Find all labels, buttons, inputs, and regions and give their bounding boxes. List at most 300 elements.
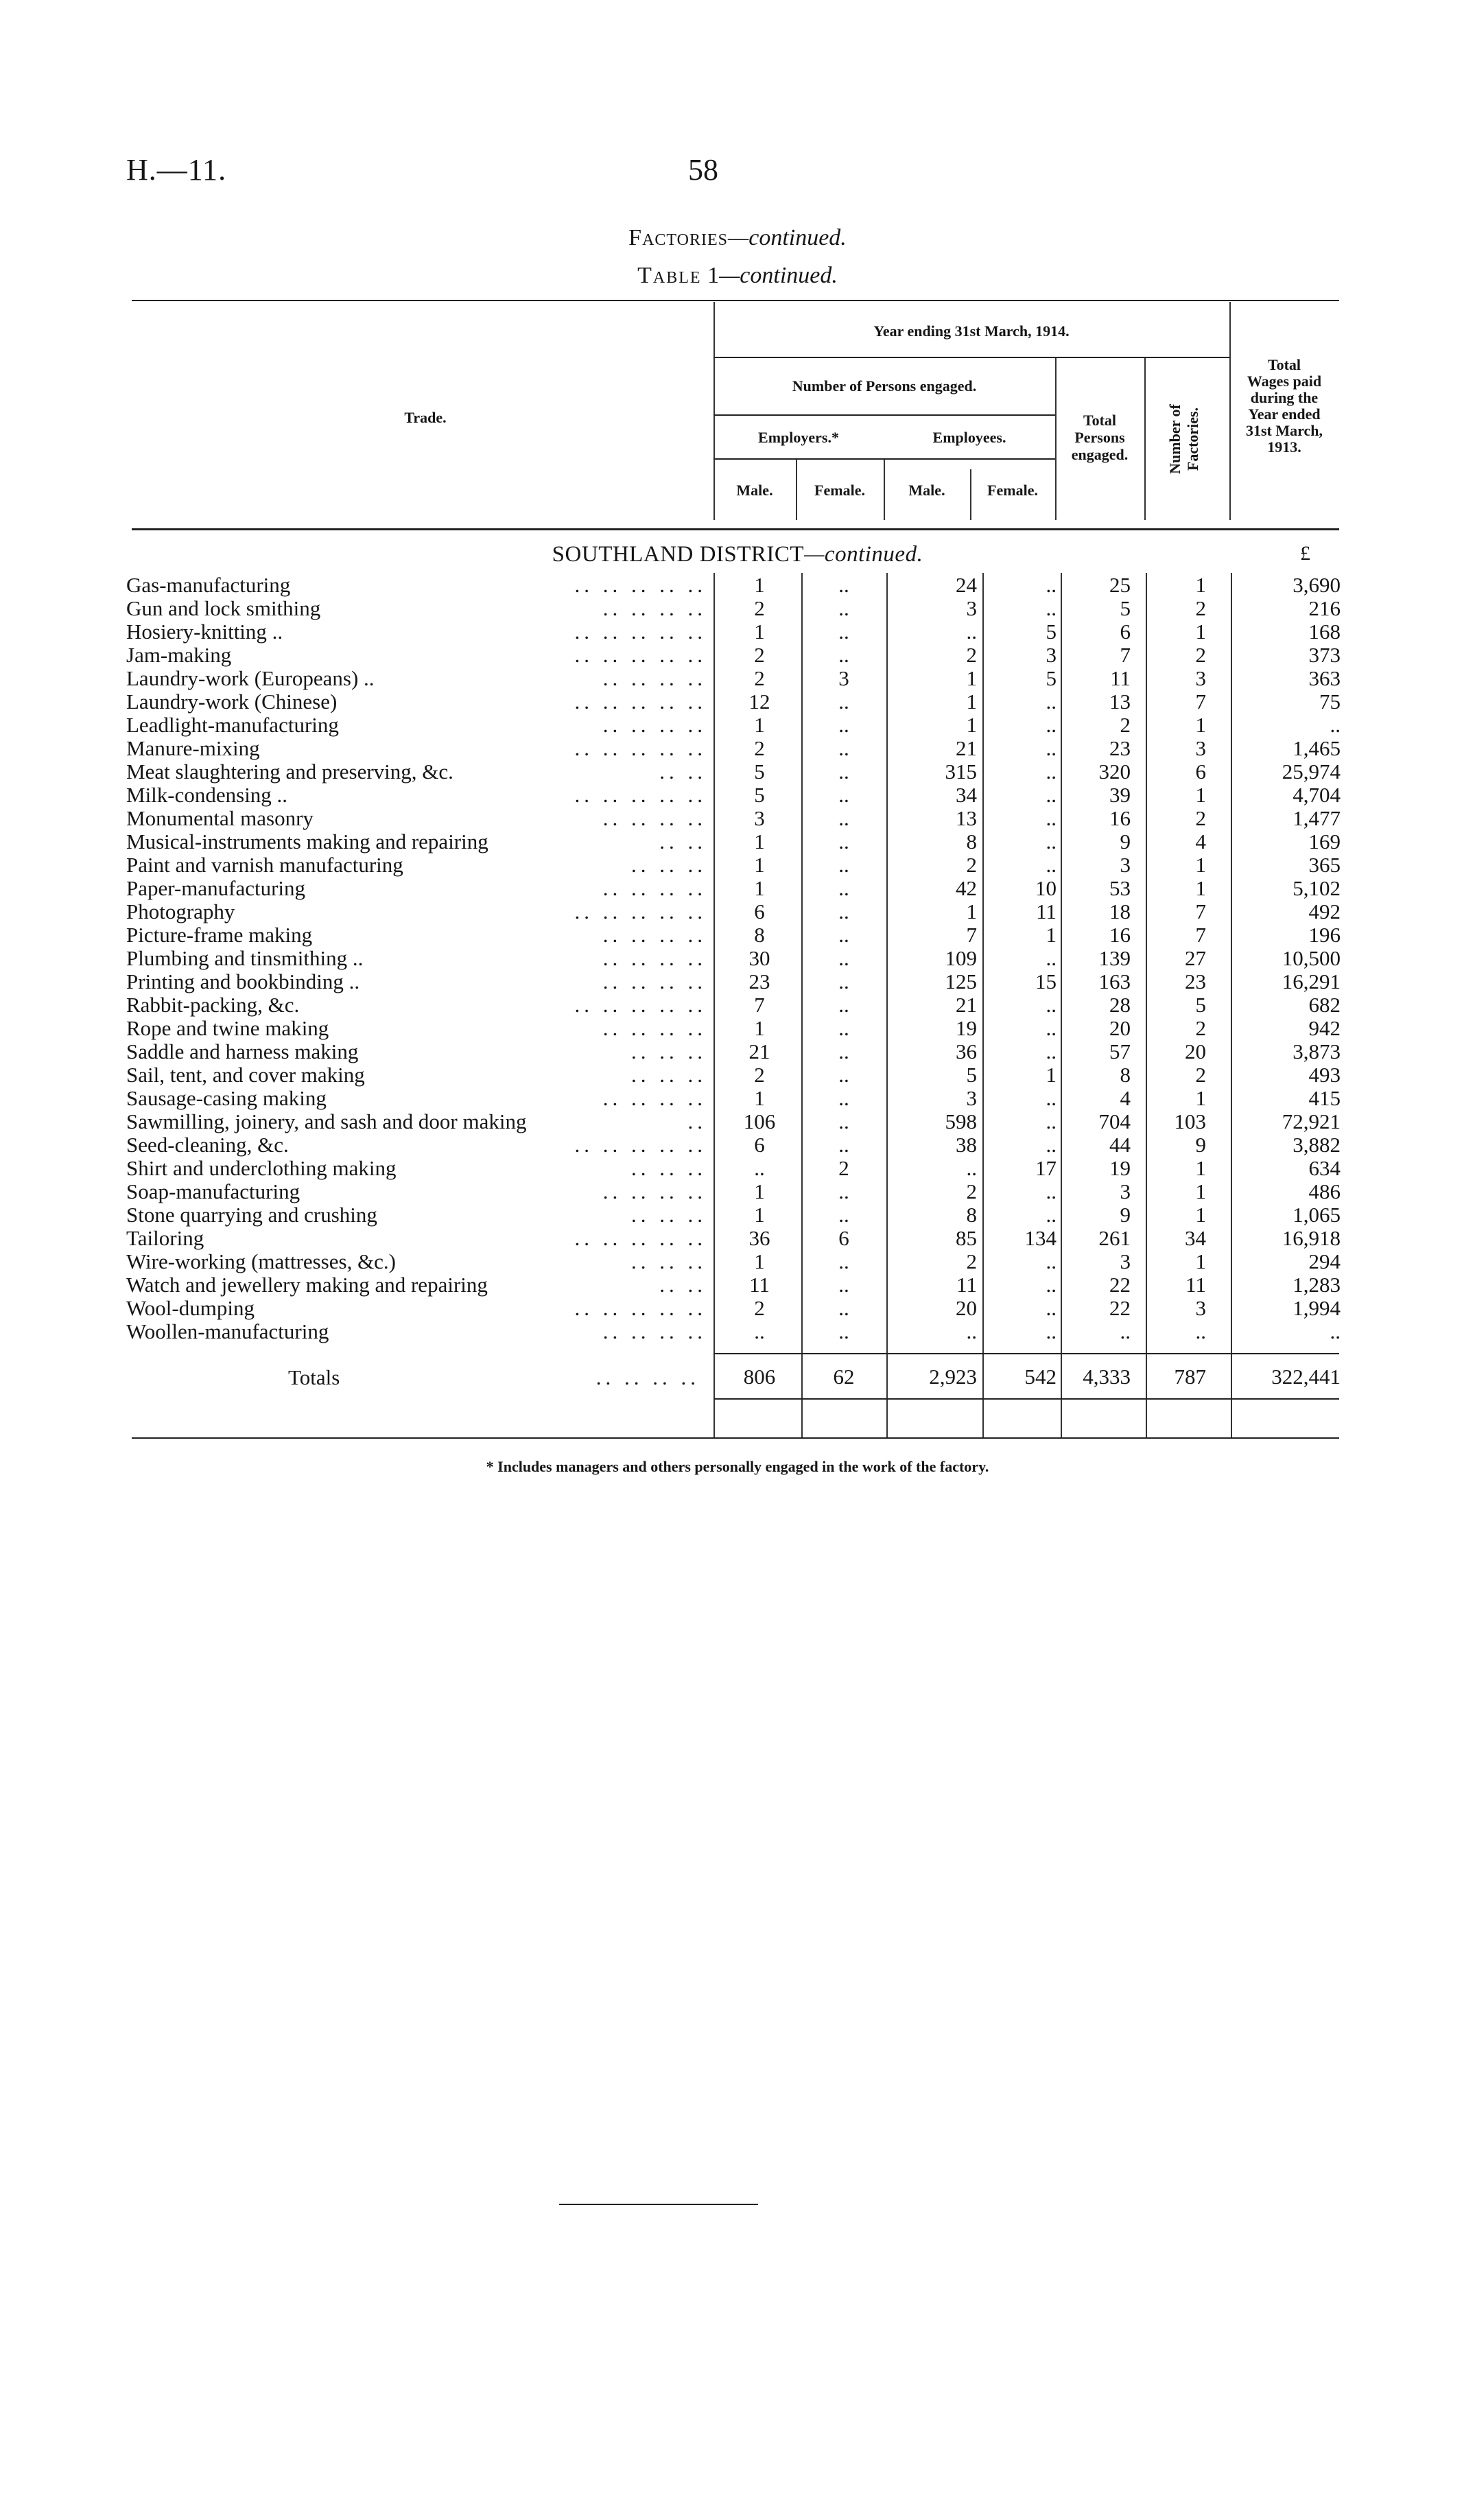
employees-male: 1 bbox=[966, 690, 977, 714]
wages-paid: 373 bbox=[1308, 643, 1341, 667]
employees-female: .. bbox=[1046, 806, 1057, 830]
employers-male: 1 bbox=[754, 1249, 765, 1273]
employees-heading: Employees. bbox=[932, 429, 1006, 446]
trade-name: Picture-frame making bbox=[126, 923, 313, 947]
factories-count: 1 bbox=[1195, 1249, 1206, 1273]
wages-paid: 3,873 bbox=[1293, 1039, 1341, 1063]
employees-male: 20 bbox=[956, 1296, 977, 1320]
trade-name: Watch and jewellery making and repairing bbox=[126, 1273, 488, 1297]
factories-count: 2 bbox=[1195, 806, 1206, 830]
table-title-text: Table bbox=[637, 263, 702, 288]
total-persons: .. bbox=[1120, 1319, 1131, 1343]
factories-count: 4 bbox=[1195, 829, 1206, 853]
employers-male: 1 bbox=[754, 620, 765, 644]
table-row bbox=[0, 1087, 1475, 1110]
trade-name: Gun and lock smithing bbox=[126, 596, 321, 620]
total-persons: 57 bbox=[1109, 1039, 1131, 1063]
employers-male: 1 bbox=[754, 853, 765, 877]
totals-row bbox=[0, 1365, 1475, 1389]
section-title bbox=[0, 225, 1475, 251]
employees-male: 1 bbox=[966, 899, 977, 923]
trade-name: Musical-instruments making and repairing bbox=[126, 829, 488, 853]
employers-male: 21 bbox=[748, 1039, 770, 1063]
table-row bbox=[0, 644, 1475, 667]
factories-count: 7 bbox=[1195, 899, 1206, 923]
totals-bottom-rule bbox=[713, 1398, 1339, 1400]
currency-symbol: £ bbox=[1300, 542, 1310, 565]
total-persons: 6 bbox=[1120, 620, 1131, 644]
factories-count: 1 bbox=[1195, 1156, 1206, 1180]
employees-female: 5 bbox=[1046, 620, 1057, 644]
wages-paid: 3,690 bbox=[1293, 573, 1341, 597]
trade-name: Tailoring bbox=[126, 1226, 204, 1250]
total-persons: 44 bbox=[1109, 1133, 1131, 1157]
total-persons: 8 bbox=[1120, 1063, 1131, 1087]
employees-male: 109 bbox=[945, 946, 977, 970]
trade-name: Printing and bookbinding .. bbox=[126, 969, 360, 993]
total-persons: 320 bbox=[1098, 759, 1131, 784]
employees-male: 11 bbox=[956, 1273, 977, 1297]
table-row bbox=[0, 900, 1475, 923]
table-row bbox=[0, 1063, 1475, 1087]
table-row bbox=[0, 877, 1475, 900]
employers-female: 6 bbox=[838, 1226, 849, 1250]
trade-column-header: Trade. bbox=[404, 409, 447, 426]
employers-female: .. bbox=[838, 713, 849, 737]
wages-paid: 196 bbox=[1308, 923, 1341, 947]
table-row bbox=[0, 1157, 1475, 1180]
table-title-continued: —continued. bbox=[719, 263, 838, 288]
employers-male-header: Male. bbox=[736, 482, 773, 499]
employers-female: .. bbox=[838, 573, 849, 597]
employees-male: 3 bbox=[966, 596, 977, 620]
employers-male: 1 bbox=[754, 1203, 765, 1227]
wages-paid: 72,921 bbox=[1282, 1109, 1341, 1133]
dot-leader: .. .. .. .. bbox=[602, 969, 707, 993]
dot-leader: .. .. .. .. bbox=[602, 596, 707, 620]
employees-female: 10 bbox=[1035, 876, 1057, 900]
wages-paid: 1,465 bbox=[1293, 736, 1341, 760]
employees-female: 3 bbox=[1046, 643, 1057, 667]
wages-paid: 3,882 bbox=[1293, 1133, 1341, 1157]
factories-count: 1 bbox=[1195, 1203, 1206, 1227]
dot-leader: .. .. .. bbox=[631, 1063, 707, 1087]
wages-paid: 415 bbox=[1308, 1086, 1341, 1110]
total-persons: 22 bbox=[1109, 1296, 1131, 1320]
wages-paid: 75 bbox=[1319, 690, 1341, 714]
employers-female: .. bbox=[838, 759, 849, 784]
employees-male: 42 bbox=[956, 876, 977, 900]
employees-male: .. bbox=[966, 620, 977, 644]
total-persons: 16 bbox=[1109, 806, 1131, 830]
employers-male: 2 bbox=[754, 666, 765, 690]
factories-count: 3 bbox=[1195, 1296, 1206, 1320]
dot-leader: .. .. .. bbox=[631, 853, 707, 877]
footnote: * Includes managers and others personally engaged in the work of the factory. bbox=[486, 1458, 989, 1475]
wages-paid: 493 bbox=[1308, 1063, 1341, 1087]
district-heading bbox=[0, 542, 1475, 567]
employees-female: 11 bbox=[1036, 899, 1057, 923]
trade-name: Paint and varnish manufacturing bbox=[126, 853, 403, 877]
totals-total-persons: 4,333 bbox=[1083, 1365, 1131, 1389]
wages-paid: 16,291 bbox=[1282, 969, 1341, 993]
total-persons-header-line: engaged. bbox=[1071, 446, 1129, 463]
table-row bbox=[0, 760, 1475, 784]
total-persons: 53 bbox=[1109, 876, 1131, 900]
employers-male: 5 bbox=[754, 783, 765, 807]
employers-male: 3 bbox=[754, 806, 765, 830]
dot-leader: .. .. .. .. .. bbox=[574, 783, 707, 807]
header-subrule bbox=[713, 414, 1055, 416]
table-row bbox=[0, 1227, 1475, 1250]
totals-employees-female: 542 bbox=[1024, 1365, 1057, 1389]
employees-male: 21 bbox=[956, 993, 977, 1017]
employees-male: 315 bbox=[945, 759, 977, 784]
trade-name: Woollen-manufacturing bbox=[126, 1319, 329, 1343]
employers-male: 1 bbox=[754, 713, 765, 737]
employees-male: 24 bbox=[956, 573, 977, 597]
employers-heading: Employers.* bbox=[758, 429, 839, 446]
factories-count: 9 bbox=[1195, 1133, 1206, 1157]
employers-female: .. bbox=[838, 1039, 849, 1063]
table-row bbox=[0, 1017, 1475, 1040]
wages-paid: 363 bbox=[1308, 666, 1341, 690]
total-persons: 2 bbox=[1120, 713, 1131, 737]
employers-female: 3 bbox=[838, 666, 849, 690]
document-code: H.—11. bbox=[126, 153, 227, 187]
factories-count: 103 bbox=[1174, 1109, 1206, 1133]
total-persons: 20 bbox=[1109, 1016, 1131, 1040]
header-bottom-rule bbox=[132, 528, 1339, 530]
employers-male: 7 bbox=[754, 993, 765, 1017]
employers-female: .. bbox=[838, 1319, 849, 1343]
dot-leader: .. .. .. .. .. bbox=[574, 690, 707, 714]
totals-factories: 787 bbox=[1174, 1365, 1206, 1389]
trade-name: Leadlight-manufacturing bbox=[126, 713, 339, 737]
trade-name: Seed-cleaning, &c. bbox=[126, 1133, 289, 1157]
employees-male: 598 bbox=[945, 1109, 977, 1133]
trade-name: Laundry-work (Europeans) .. bbox=[126, 666, 375, 690]
employers-female: .. bbox=[838, 596, 849, 620]
employees-female: .. bbox=[1046, 829, 1057, 853]
dot-leader: .. .. .. .. bbox=[602, 876, 707, 900]
table-number: 1 bbox=[707, 263, 720, 288]
dot-leader: .. .. bbox=[659, 759, 707, 784]
total-persons: 11 bbox=[1110, 666, 1131, 690]
employees-female: 1 bbox=[1046, 923, 1057, 947]
factories-count: 1 bbox=[1195, 573, 1206, 597]
total-persons: 3 bbox=[1120, 1179, 1131, 1203]
trade-name: Gas-manufacturing bbox=[126, 573, 291, 597]
table-row bbox=[0, 667, 1475, 690]
dot-leader: .. .. .. .. .. bbox=[574, 643, 707, 667]
employers-female: .. bbox=[838, 969, 849, 993]
dot-leader: .. .. .. bbox=[631, 1203, 707, 1227]
dot-leader: .. bbox=[687, 1109, 707, 1133]
trade-name: Meat slaughtering and preserving, &c. bbox=[126, 759, 453, 784]
table-row bbox=[0, 1273, 1475, 1297]
trade-name: Wire-working (mattresses, &c.) bbox=[126, 1249, 397, 1273]
employers-female: .. bbox=[838, 690, 849, 714]
employees-male: 13 bbox=[956, 806, 977, 830]
employees-male: 125 bbox=[945, 969, 977, 993]
total-persons: 5 bbox=[1120, 596, 1131, 620]
wages-header-line: 31st March, bbox=[1245, 422, 1323, 439]
trade-name: Stone quarrying and crushing bbox=[126, 1203, 377, 1227]
table-row bbox=[0, 1040, 1475, 1063]
employers-female: .. bbox=[838, 643, 849, 667]
total-persons: 18 bbox=[1109, 899, 1131, 923]
table-row bbox=[0, 970, 1475, 993]
employers-female: .. bbox=[838, 1203, 849, 1227]
employers-male: 30 bbox=[748, 946, 770, 970]
totals-top-rule bbox=[713, 1353, 1339, 1354]
total-persons: 22 bbox=[1109, 1273, 1131, 1297]
factories-count: 20 bbox=[1185, 1039, 1206, 1063]
employees-male: 2 bbox=[966, 1249, 977, 1273]
table-bottom-rule bbox=[132, 1437, 1339, 1439]
employers-male: 36 bbox=[748, 1226, 770, 1250]
header-divider bbox=[1144, 357, 1146, 520]
wages-paid: 365 bbox=[1308, 853, 1341, 877]
employees-male: 2 bbox=[966, 1179, 977, 1203]
page-number: 58 bbox=[688, 153, 718, 187]
trade-name: Soap-manufacturing bbox=[126, 1179, 300, 1203]
table-row bbox=[0, 574, 1475, 597]
wages-paid: 294 bbox=[1308, 1249, 1341, 1273]
trade-name: Paper-manufacturing bbox=[126, 876, 306, 900]
employees-male: 8 bbox=[966, 829, 977, 853]
wages-paid: 492 bbox=[1308, 899, 1341, 923]
wages-paid: 25,974 bbox=[1282, 759, 1341, 784]
employees-female: 17 bbox=[1035, 1156, 1057, 1180]
trade-name: Manure-mixing bbox=[126, 736, 260, 760]
factories-count: 3 bbox=[1195, 736, 1206, 760]
employers-female-header: Female. bbox=[814, 482, 865, 499]
totals-employees-male: 2,923 bbox=[929, 1365, 977, 1389]
table-row bbox=[0, 597, 1475, 620]
table-row bbox=[0, 690, 1475, 714]
factories-count: .. bbox=[1195, 1319, 1206, 1343]
total-persons: 3 bbox=[1120, 1249, 1131, 1273]
wages-paid: 942 bbox=[1308, 1016, 1341, 1040]
table-title bbox=[0, 263, 1475, 289]
factories-count: 1 bbox=[1195, 713, 1206, 737]
factories-count: 5 bbox=[1195, 993, 1206, 1017]
employees-female: 15 bbox=[1035, 969, 1057, 993]
year-heading: Year ending 31st March, 1914. bbox=[873, 322, 1070, 340]
employers-female: .. bbox=[838, 853, 849, 877]
totals-employers-female: 62 bbox=[833, 1365, 855, 1389]
totals-wages: 322,441 bbox=[1271, 1365, 1341, 1389]
dot-leader: .. .. .. .. .. bbox=[574, 1226, 707, 1250]
total-persons: 19 bbox=[1109, 1156, 1131, 1180]
total-persons: 704 bbox=[1098, 1109, 1131, 1133]
factories-count: 23 bbox=[1185, 969, 1206, 993]
wages-header-line: Wages paid bbox=[1247, 373, 1322, 390]
employees-male: 1 bbox=[966, 713, 977, 737]
trade-name: Shirt and underclothing making bbox=[126, 1156, 397, 1180]
employers-male: 6 bbox=[754, 899, 765, 923]
wages-paid: .. bbox=[1330, 713, 1341, 737]
trade-name: Plumbing and tinsmithing .. bbox=[126, 946, 364, 970]
section-title-continued: —continued. bbox=[728, 225, 847, 250]
wages-paid: 16,918 bbox=[1282, 1226, 1341, 1250]
header-subrule bbox=[713, 357, 1229, 358]
employees-male: 19 bbox=[956, 1016, 977, 1040]
employers-female: .. bbox=[838, 1109, 849, 1133]
wages-paid: 1,065 bbox=[1293, 1203, 1341, 1227]
table-row bbox=[0, 923, 1475, 947]
employees-male: 1 bbox=[966, 666, 977, 690]
employees-male: 85 bbox=[956, 1226, 977, 1250]
employees-male: 2 bbox=[966, 853, 977, 877]
employees-female: .. bbox=[1046, 736, 1057, 760]
employers-female: .. bbox=[838, 1273, 849, 1297]
factories-count: 2 bbox=[1195, 1016, 1206, 1040]
factories-count: 1 bbox=[1195, 876, 1206, 900]
employers-female: .. bbox=[838, 620, 849, 644]
wages-header bbox=[1229, 357, 1339, 456]
factories-count: 7 bbox=[1195, 690, 1206, 714]
total-persons: 3 bbox=[1120, 853, 1131, 877]
wages-header-line: Total bbox=[1267, 356, 1301, 373]
dot-leader: .. .. .. .. bbox=[602, 923, 707, 947]
employees-female: .. bbox=[1046, 1203, 1057, 1227]
dot-leader: .. .. bbox=[659, 829, 707, 853]
trade-name: Laundry-work (Chinese) bbox=[126, 690, 338, 714]
employers-male: 1 bbox=[754, 1016, 765, 1040]
trade-name: Jam-making bbox=[126, 643, 232, 667]
employers-male: 2 bbox=[754, 1296, 765, 1320]
total-persons: 4 bbox=[1120, 1086, 1131, 1110]
table-row bbox=[0, 1133, 1475, 1157]
employers-female: .. bbox=[838, 993, 849, 1017]
dot-leader: .. .. .. .. .. bbox=[574, 573, 707, 597]
employers-female: .. bbox=[838, 1249, 849, 1273]
employees-female: .. bbox=[1046, 993, 1057, 1017]
employers-female: .. bbox=[838, 899, 849, 923]
total-persons: 9 bbox=[1120, 829, 1131, 853]
table-top-rule bbox=[132, 300, 1339, 301]
factories-count: 2 bbox=[1195, 643, 1206, 667]
section-title-text: Factories bbox=[628, 225, 728, 250]
employees-female: .. bbox=[1046, 853, 1057, 877]
wages-paid: 168 bbox=[1308, 620, 1341, 644]
end-rule bbox=[559, 2204, 758, 2205]
dot-leader: .. .. .. .. bbox=[602, 806, 707, 830]
district-name: SOUTHLAND DISTRICT bbox=[552, 542, 805, 567]
employees-female: .. bbox=[1046, 713, 1057, 737]
employees-female: .. bbox=[1046, 690, 1057, 714]
total-persons: 9 bbox=[1120, 1203, 1131, 1227]
employers-male: 23 bbox=[748, 969, 770, 993]
employers-male: 1 bbox=[754, 829, 765, 853]
total-persons: 25 bbox=[1109, 573, 1131, 597]
employers-male: 5 bbox=[754, 759, 765, 784]
dot-leader: .. .. .. .. bbox=[602, 1086, 707, 1110]
table-row bbox=[0, 1250, 1475, 1273]
dot-leader: .. .. .. .. bbox=[602, 713, 707, 737]
table-row bbox=[0, 947, 1475, 970]
employees-male: 8 bbox=[966, 1203, 977, 1227]
table-row bbox=[0, 714, 1475, 737]
employees-female: 5 bbox=[1046, 666, 1057, 690]
trade-name: Hosiery-knitting .. bbox=[126, 620, 283, 644]
wages-paid: .. bbox=[1330, 1319, 1341, 1343]
table-row bbox=[0, 1110, 1475, 1133]
employees-male-header: Male. bbox=[908, 482, 945, 499]
employers-female: .. bbox=[838, 876, 849, 900]
employers-female: .. bbox=[838, 1016, 849, 1040]
employers-male: 8 bbox=[754, 923, 765, 947]
employees-female: .. bbox=[1046, 1133, 1057, 1157]
employees-female-header: Female. bbox=[987, 482, 1038, 499]
employers-male: 1 bbox=[754, 1179, 765, 1203]
employers-female: .. bbox=[838, 1133, 849, 1157]
employers-male: 12 bbox=[748, 690, 770, 714]
dot-leader: .. .. .. .. .. bbox=[574, 993, 707, 1017]
trade-name: Photography bbox=[126, 899, 235, 923]
employers-female: .. bbox=[838, 1086, 849, 1110]
trade-name: Rope and twine making bbox=[126, 1016, 329, 1040]
employers-female: .. bbox=[838, 829, 849, 853]
trade-name: Saddle and harness making bbox=[126, 1039, 359, 1063]
table-row bbox=[0, 1297, 1475, 1320]
employers-male: 1 bbox=[754, 876, 765, 900]
total-persons: 139 bbox=[1098, 946, 1131, 970]
total-persons: 13 bbox=[1109, 690, 1131, 714]
totals-label: Totals bbox=[288, 1365, 340, 1389]
factories-count: 1 bbox=[1195, 620, 1206, 644]
table-row bbox=[0, 620, 1475, 644]
dot-leader: .. .. .. .. bbox=[602, 1319, 707, 1343]
dot-leader: .. .. .. .. .. bbox=[574, 1296, 707, 1320]
wages-header-line: Year ended bbox=[1248, 405, 1321, 423]
employees-male: 38 bbox=[956, 1133, 977, 1157]
factories-count: 11 bbox=[1185, 1273, 1206, 1297]
factories-count: 7 bbox=[1195, 923, 1206, 947]
employees-male: 3 bbox=[966, 1086, 977, 1110]
employees-male: 36 bbox=[956, 1039, 977, 1063]
wages-paid: 4,704 bbox=[1293, 783, 1341, 807]
trade-name: Monumental masonry bbox=[126, 806, 314, 830]
total-persons: 163 bbox=[1098, 969, 1131, 993]
factories-count: 27 bbox=[1185, 946, 1206, 970]
total-persons: 7 bbox=[1120, 643, 1131, 667]
employees-female: .. bbox=[1046, 1273, 1057, 1297]
persons-heading: Number of Persons engaged. bbox=[792, 377, 977, 395]
factories-count: 2 bbox=[1195, 596, 1206, 620]
employers-male: .. bbox=[754, 1319, 765, 1343]
employers-female: .. bbox=[838, 923, 849, 947]
employers-female: .. bbox=[838, 736, 849, 760]
header-subrule bbox=[713, 458, 1055, 460]
dot-leader: .. .. bbox=[659, 1273, 707, 1297]
employees-female: .. bbox=[1046, 1179, 1057, 1203]
employees-female: .. bbox=[1046, 783, 1057, 807]
dot-leader: .. .. .. .. bbox=[602, 1016, 707, 1040]
wages-paid: 216 bbox=[1308, 596, 1341, 620]
employers-female: .. bbox=[838, 783, 849, 807]
employers-male: 2 bbox=[754, 643, 765, 667]
wages-header-line: 1913. bbox=[1267, 438, 1301, 456]
employees-female: .. bbox=[1046, 1039, 1057, 1063]
factories-count: 1 bbox=[1195, 1086, 1206, 1110]
wages-paid: 5,102 bbox=[1293, 876, 1341, 900]
total-persons: 23 bbox=[1109, 736, 1131, 760]
employers-male: 2 bbox=[754, 596, 765, 620]
